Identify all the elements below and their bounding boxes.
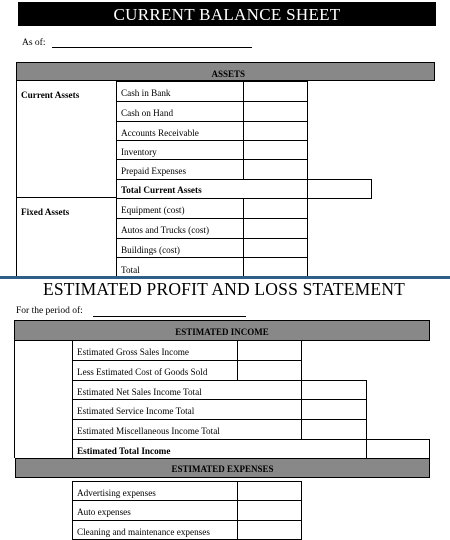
estimated-income-header: ESTIMATED INCOME	[14, 320, 430, 341]
asset-row-value[interactable]	[243, 159, 308, 180]
asset-row-label: Equipment (cost)	[116, 198, 244, 219]
asset-row-label: Buildings (cost)	[116, 238, 244, 258]
total-income-label: Estimated Total Income	[72, 439, 367, 459]
income-row-label: Estimated Miscellaneous Income Total	[72, 419, 302, 440]
asset-row-label: Total	[116, 257, 244, 279]
asset-row-label: Prepaid Expenses	[116, 159, 244, 180]
income-row-label: Estimated Service Income Total	[72, 399, 302, 420]
balance-sheet-title: CURRENT BALANCE SHEET	[18, 2, 436, 26]
asset-row-value[interactable]	[243, 140, 308, 160]
income-row-label: Estimated Gross Sales Income	[72, 340, 238, 361]
expense-row-value[interactable]	[237, 500, 302, 521]
income-row-value[interactable]	[301, 419, 367, 440]
asset-row-value[interactable]	[243, 198, 308, 219]
total-current-assets-value[interactable]	[307, 179, 372, 199]
income-row-value[interactable]	[301, 380, 367, 400]
estimated-expenses-header: ESTIMATED EXPENSES	[15, 458, 430, 478]
expense-row-value[interactable]	[237, 520, 302, 540]
as-of-field[interactable]	[52, 38, 252, 48]
pl-statement-title: ESTIMATED PROFIT AND LOSS STATEMENT	[42, 279, 406, 299]
asset-row-value[interactable]	[243, 218, 308, 239]
expense-row-value[interactable]	[237, 481, 302, 501]
asset-row-value[interactable]	[243, 121, 308, 141]
as-of-label: As of:	[22, 38, 46, 48]
fixed-assets-label: Fixed Assets	[21, 207, 70, 217]
asset-row-value[interactable]	[243, 101, 308, 122]
income-row-value[interactable]	[237, 360, 302, 381]
asset-row-label: Cash on Hand	[116, 101, 244, 122]
asset-row-label: Cash in Bank	[116, 81, 244, 102]
pl-left-column	[14, 340, 73, 458]
period-label: For the period of:	[16, 306, 83, 316]
total-current-assets-label: Total Current Assets	[116, 179, 308, 199]
expense-row-label: Auto expenses	[72, 500, 238, 521]
asset-row-value[interactable]	[243, 238, 308, 258]
current-assets-label: Current Assets	[21, 90, 80, 100]
assets-header: ASSETS	[16, 62, 435, 81]
asset-row-value[interactable]	[243, 81, 308, 102]
income-row-value[interactable]	[237, 340, 302, 361]
income-row-label: Estimated Net Sales Income Total	[72, 380, 302, 400]
expense-row-label: Advertising expenses	[72, 481, 238, 501]
period-field[interactable]	[93, 307, 246, 317]
asset-row-label: Accounts Receivable	[116, 121, 244, 141]
income-row-value[interactable]	[301, 399, 367, 420]
expense-row-label: Cleaning and maintenance expenses	[72, 520, 238, 540]
asset-row-label: Inventory	[116, 140, 244, 160]
total-income-value[interactable]	[366, 439, 430, 459]
income-row-label: Less Estimated Cost of Goods Sold	[72, 360, 238, 381]
asset-row-label: Autos and Trucks (cost)	[116, 218, 244, 239]
